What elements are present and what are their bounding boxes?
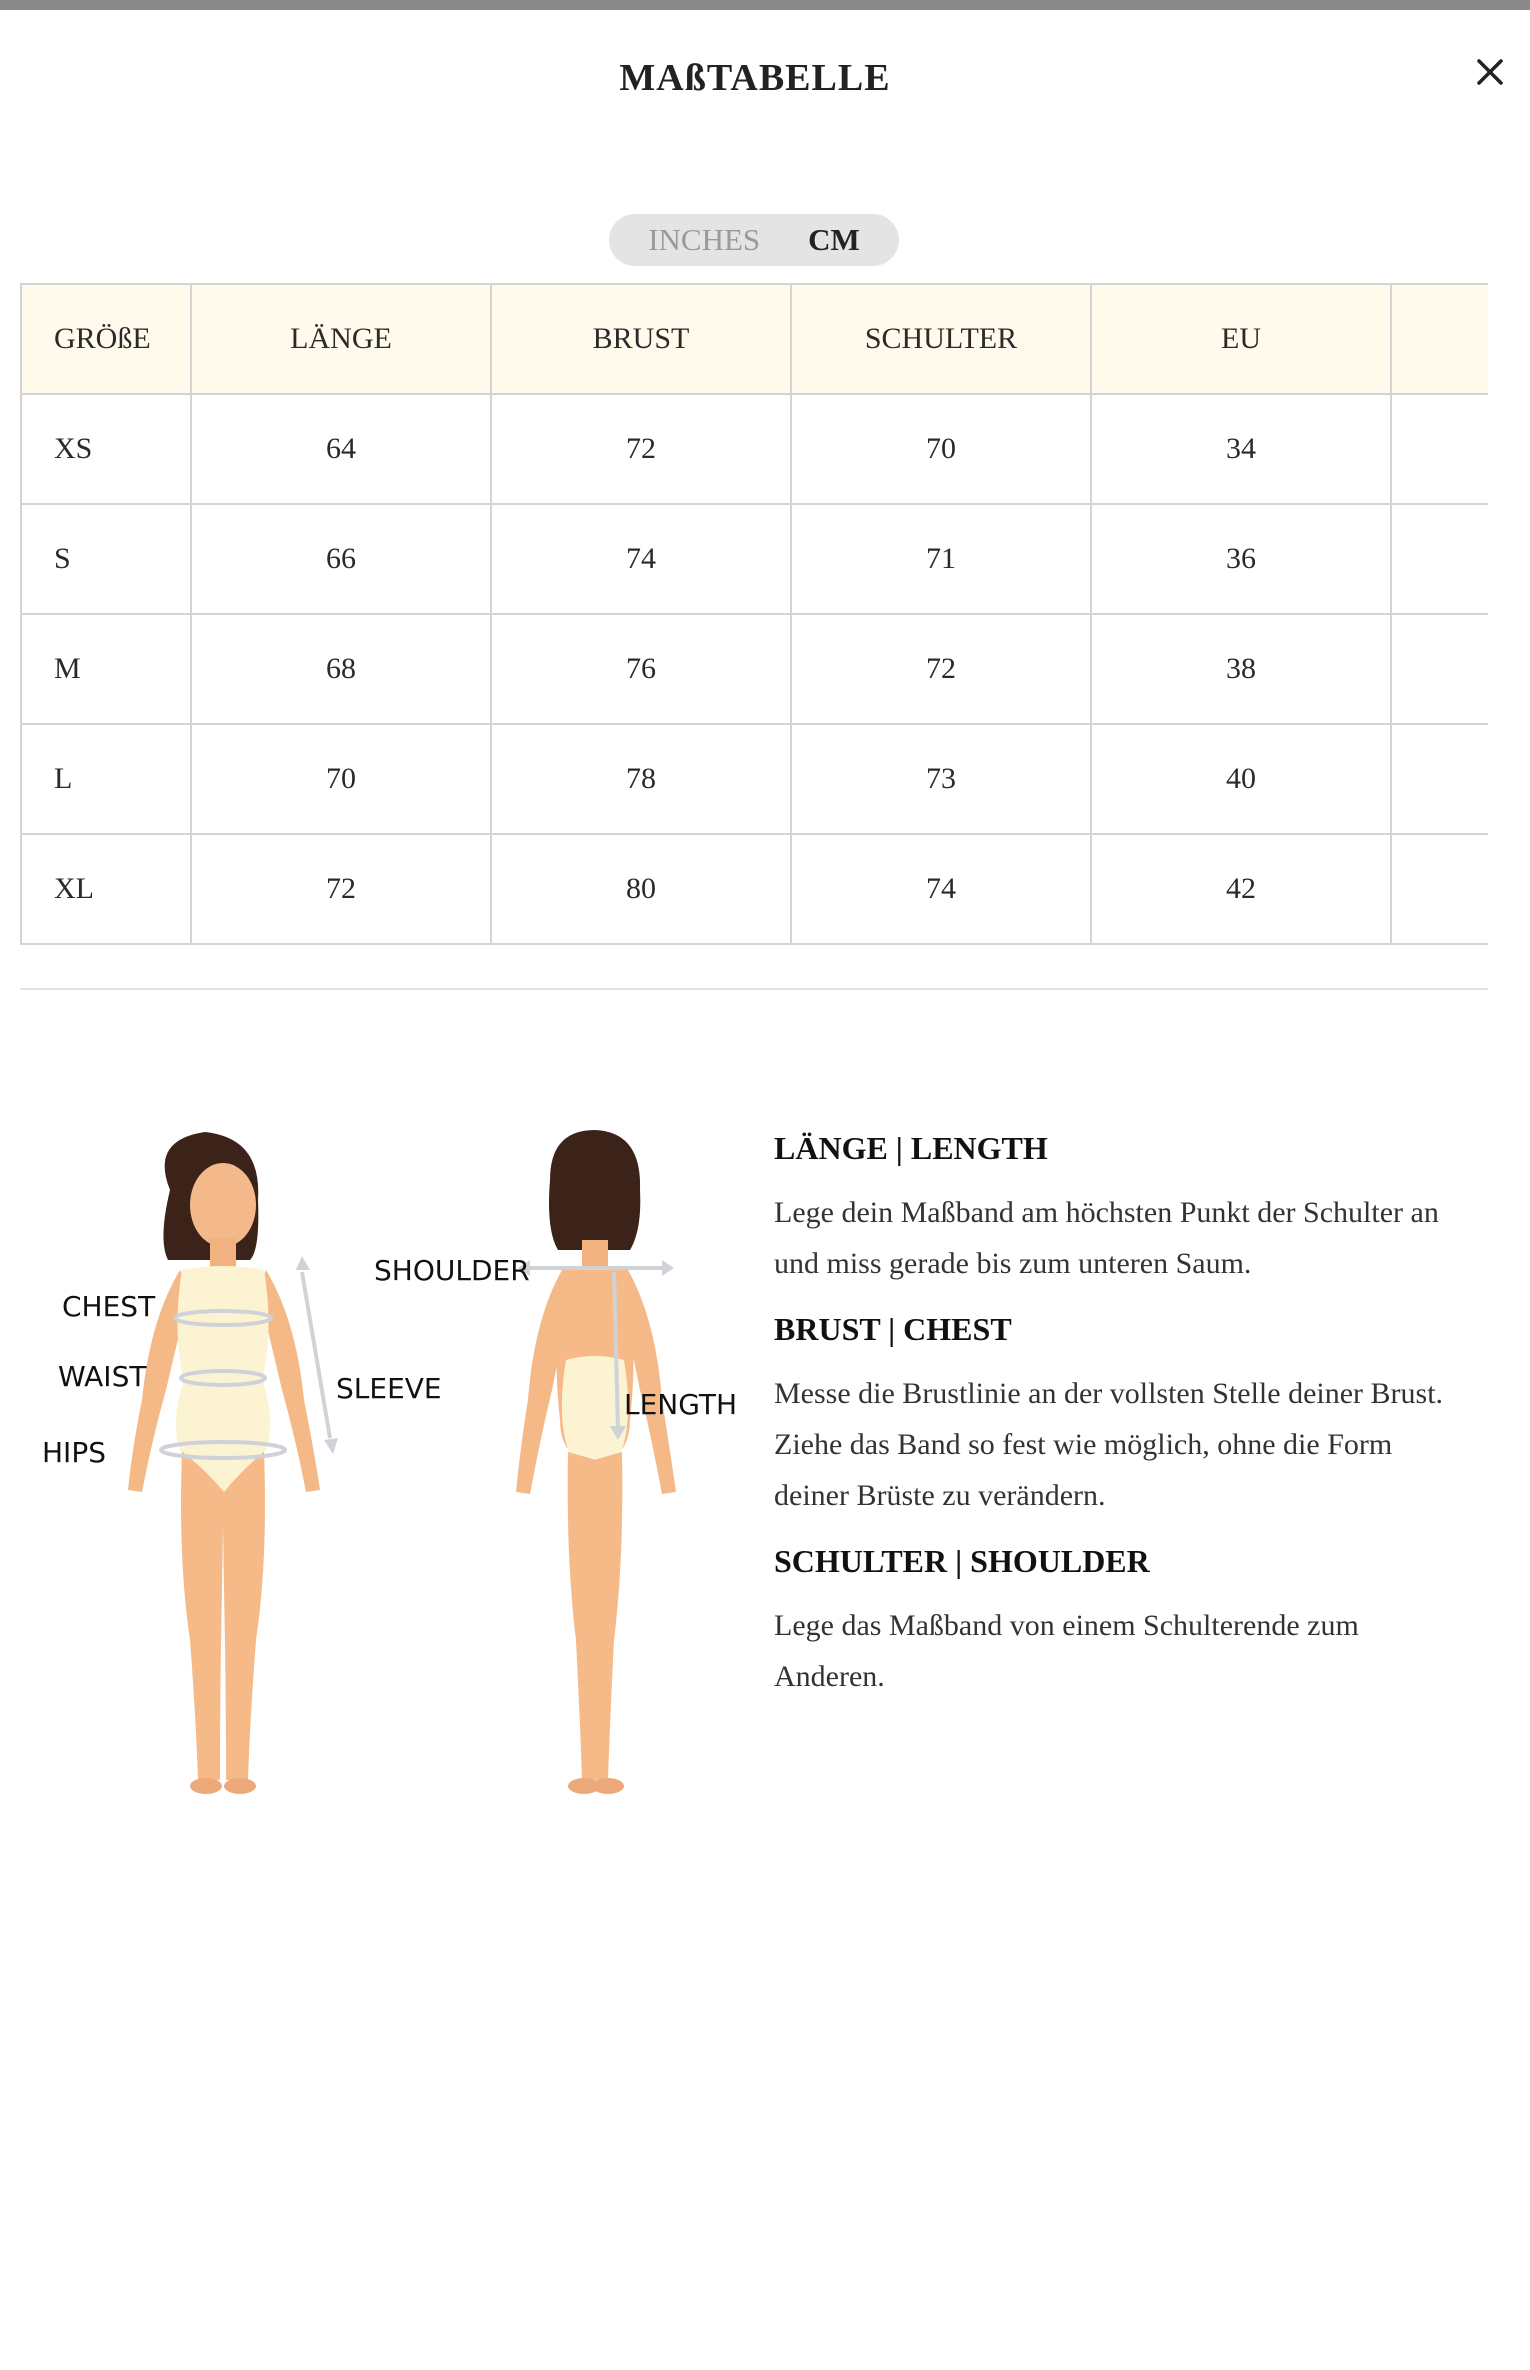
table-row (21, 834, 1488, 944)
table-cell: 78 (491, 724, 791, 834)
table-cell (1391, 394, 1488, 504)
table-cell: 72 (191, 834, 491, 944)
section-divider (20, 988, 1488, 990)
table-cell: 72 (491, 394, 791, 504)
measurement-instructions (774, 1130, 1474, 1724)
instruction-heading: LÄNGE | LENGTH (774, 1130, 1048, 1166)
table-cell: 64 (191, 394, 491, 504)
column-header: GRÖßE (21, 284, 191, 394)
table-cell: 74 (491, 504, 791, 614)
table-cell: 70 (791, 394, 1091, 504)
size-table (20, 283, 1488, 958)
column-header: SCHULTER (791, 284, 1091, 394)
table-cell (1391, 834, 1488, 944)
table-cell: XS (21, 394, 191, 504)
instruction-heading: SCHULTER | SHOULDER (774, 1543, 1150, 1579)
instruction-text: Lege das Maßband von einem Schulterende zum Anderen. (774, 1609, 1359, 1693)
table-cell: 71 (791, 504, 1091, 614)
label-length: LENGTH (624, 1388, 738, 1421)
unit-toggle[interactable] (609, 214, 899, 266)
table-cell: 76 (491, 614, 791, 724)
table-cell: 74 (791, 834, 1091, 944)
unit-option-inches[interactable]: INCHES (648, 222, 761, 257)
table-cell (1391, 724, 1488, 834)
label-sleeve: SLEEVE (336, 1372, 442, 1405)
table-cell: 36 (1091, 504, 1391, 614)
table-cell: S (21, 504, 191, 614)
instruction-heading: BRUST | CHEST (774, 1311, 1012, 1347)
table-cell (1391, 504, 1488, 614)
label-chest: CHEST (62, 1290, 156, 1323)
unit-option-cm[interactable]: CM (808, 222, 860, 257)
front-figure (128, 1132, 338, 1794)
label-hips: HIPS (42, 1436, 106, 1469)
table-cell: 73 (791, 724, 1091, 834)
column-header: LÄNGE (191, 284, 491, 394)
label-shoulder: SHOULDER (374, 1254, 530, 1287)
table-cell: M (21, 614, 191, 724)
column-header (1391, 284, 1488, 394)
column-header: BRUST (491, 284, 791, 394)
table-cell: 40 (1091, 724, 1391, 834)
close-icon[interactable] (1470, 52, 1510, 92)
table-cell: 72 (791, 614, 1091, 724)
table-row (21, 724, 1488, 834)
table-cell: 80 (491, 834, 791, 944)
top-bar (0, 0, 1530, 10)
table-cell: L (21, 724, 191, 834)
body-figures-image (30, 1120, 750, 1820)
label-waist: WAIST (58, 1360, 147, 1393)
instruction-text: Messe die Brustlinie an der vollsten Stelle deiner Brust. Ziehe das Band so fest wie möglich, ohne die Form deiner Brüste zu verändern. (774, 1377, 1444, 1512)
back-figure (516, 1130, 676, 1794)
table-cell (1391, 614, 1488, 724)
table-row (21, 504, 1488, 614)
column-header: EU (1091, 284, 1391, 394)
page-title: MAßTABELLE (619, 57, 891, 99)
table-cell: 34 (1091, 394, 1391, 504)
table-cell: 66 (191, 504, 491, 614)
table-row (21, 394, 1488, 504)
measurement-illustration (30, 1120, 750, 1820)
table-row (21, 614, 1488, 724)
table-cell: 70 (191, 724, 491, 834)
table-cell: 42 (1091, 834, 1391, 944)
table-cell: 68 (191, 614, 491, 724)
table-cell: XL (21, 834, 191, 944)
instruction-text: Lege dein Maßband am höchsten Punkt der Schulter an und miss gerade bis zum unteren Saum. (774, 1196, 1439, 1280)
table-cell: 38 (1091, 614, 1391, 724)
table-header-row (21, 284, 1488, 394)
